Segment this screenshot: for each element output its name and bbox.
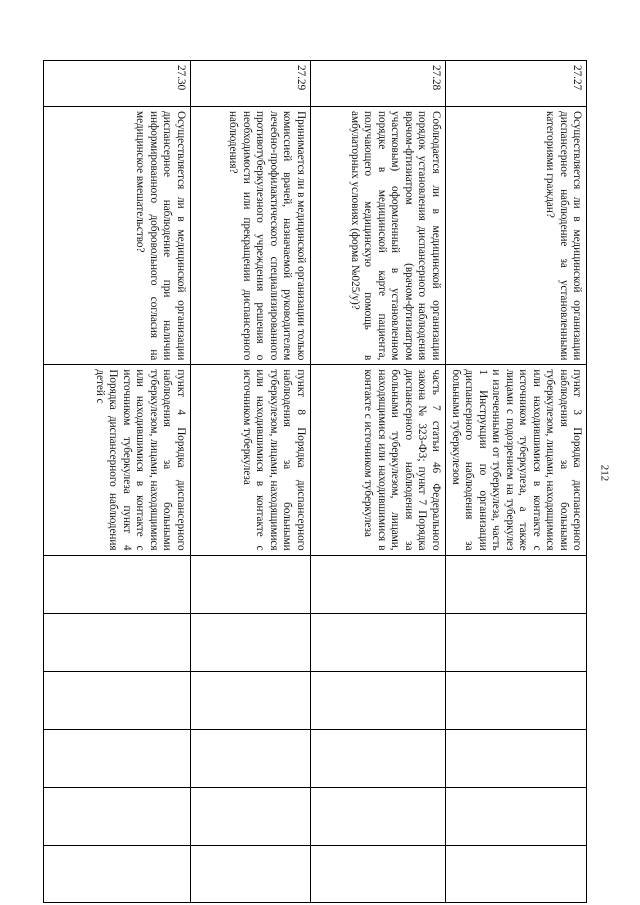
empty-cell xyxy=(43,845,190,902)
table-row xyxy=(445,61,586,903)
checklist-table xyxy=(43,60,587,903)
empty-cell xyxy=(445,787,586,845)
row-number: 27.29 xyxy=(190,61,310,107)
empty-cell xyxy=(43,787,190,845)
question-cell: Осуществляется ли в медицинской организации диспансерное наблюдение при наличии информированного добровольного согласия на медицинское вмешательство? xyxy=(43,107,190,365)
empty-cell xyxy=(310,671,445,729)
empty-cell xyxy=(190,555,310,613)
empty-cell xyxy=(310,787,445,845)
empty-cell xyxy=(43,729,190,787)
empty-cell xyxy=(43,671,190,729)
empty-cell xyxy=(445,729,586,787)
empty-cell xyxy=(190,787,310,845)
question-cell: Принимается ли в медицинской организации только комиссией врачей, назначаемой руководителем лечебно-профилактического специализированного противотуберкулезного учреждения решения о необходимости или прекращении диспансерного наблюдения? xyxy=(190,107,310,365)
checklist-sheet xyxy=(55,60,587,903)
empty-cell xyxy=(445,671,586,729)
row-number: 27.27 xyxy=(445,61,586,107)
empty-cell xyxy=(190,845,310,902)
row-number: 27.30 xyxy=(43,61,190,107)
reference-cell: пункт 3 Порядка диспансерного наблюдения за больными туберкулезом, лицами, находящимися или находившимися в контакте с источником туберкулеза, а также лицами с подозрением на туберкулез и излеченными от туберкулеза, часть 1 Инструкции по организации диспансерного наблюдения за больными туберкулезом xyxy=(445,365,586,555)
empty-cell xyxy=(43,555,190,613)
empty-cell xyxy=(43,613,190,671)
empty-cell xyxy=(190,671,310,729)
empty-cell xyxy=(310,555,445,613)
empty-cell xyxy=(190,613,310,671)
table-row xyxy=(43,61,190,903)
row-number: 27.28 xyxy=(310,61,445,107)
question-cell: Осуществляется ли в медицинской организации диспансерное наблюдение за установленными категориями граждан? xyxy=(445,107,586,365)
empty-cell xyxy=(445,613,586,671)
reference-cell: пункт 8 Порядка диспансерного наблюдения за больными туберкулезом, лицами, находящимися или находившимися в контакте с источником туберкулеза xyxy=(190,365,310,555)
empty-cell xyxy=(445,555,586,613)
reference-cell: часть 7 статьи 46 Федерального закона № 323-ФЗ; пункт 7 Порядка диспансерного наблюдения за больными туберкулезом, лицами, находящимися или находившимися в контакте с источником туберкулеза xyxy=(310,365,445,555)
empty-cell xyxy=(310,613,445,671)
reference-cell: пункт 4 Порядка диспансерного наблюдения за больными туберкулезом, лицами, находящимися или находившимися в контакте с источником туберкулеза пункт 4 Порядка диспансерного наблюдения детей с xyxy=(43,365,190,555)
table-row xyxy=(310,61,445,903)
page-number: 212 xyxy=(598,464,611,482)
table-row xyxy=(190,61,310,903)
question-cell: Соблюдается ли в медицинской организации порядок установления диспансерного наблюдения врачом-фтизиатром (врачом-фтизиатром участковым) оформленный в установленном порядке в медицинской карте пациента, получающего медицинскую помощь в амбулаторных условиях (форма №025/у)? xyxy=(310,107,445,365)
empty-cell xyxy=(310,845,445,902)
empty-cell xyxy=(310,729,445,787)
empty-cell xyxy=(190,729,310,787)
empty-cell xyxy=(445,845,586,902)
